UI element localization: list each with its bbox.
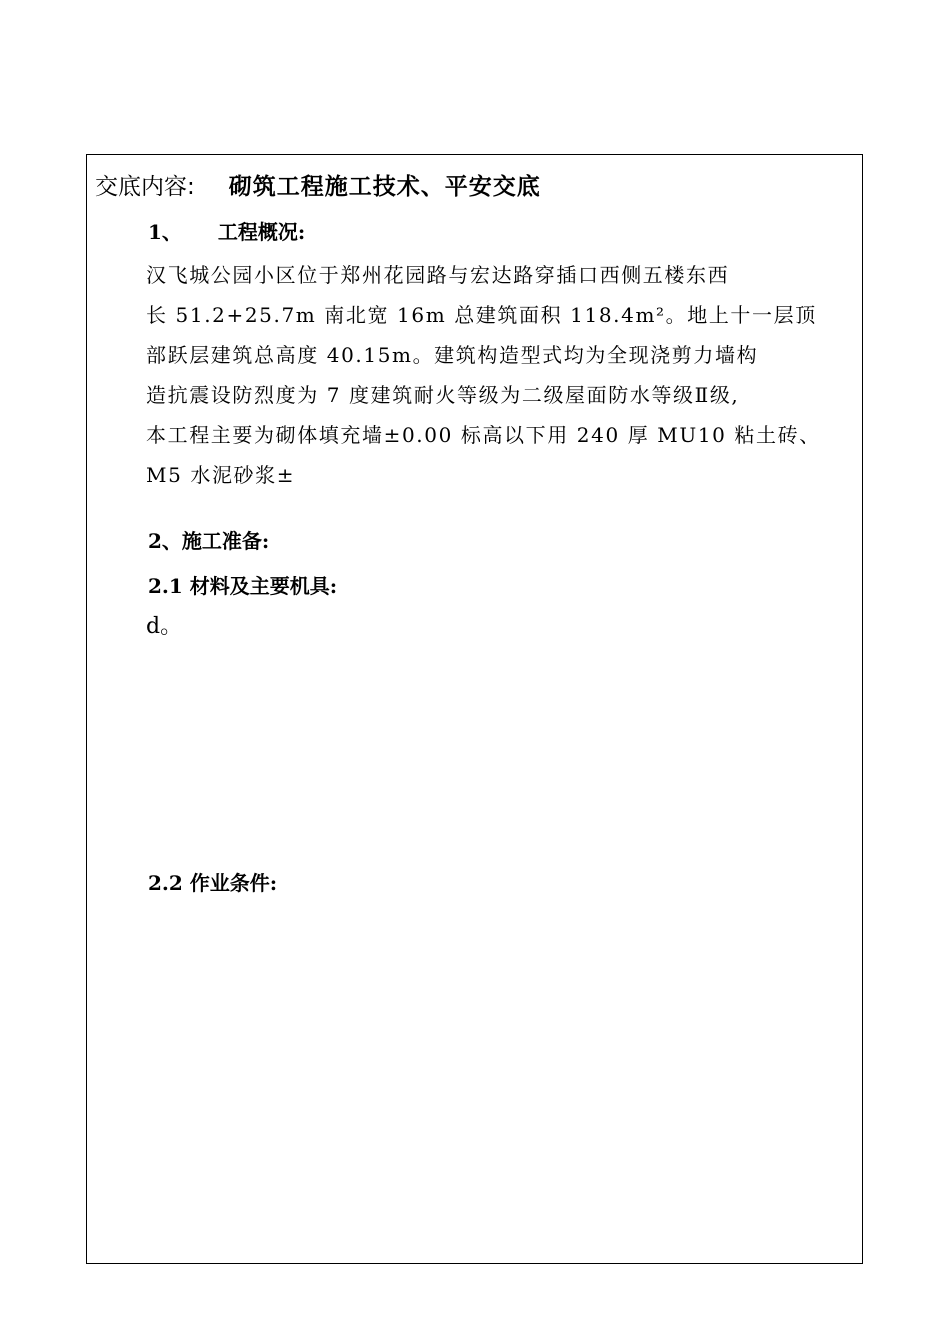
header-line	[95, 170, 541, 204]
section-2-heading: 2、施工准备:	[148, 529, 270, 553]
section-1-heading	[148, 218, 305, 246]
overview-line: 本工程主要为砌体填充墙±0.00 标高以下用 240 厚 MU10 粘土砖、	[146, 423, 821, 447]
overview-line: 部跃层建筑总高度 40.15m。建筑构造型式均为全现浇剪力墙构	[146, 343, 759, 367]
overview-line: 造抗震设防烈度为 7 度建筑耐火等级为二级屋面防水等级Ⅱ级,	[146, 383, 740, 407]
overview-line: M5 水泥砂浆±	[146, 463, 296, 487]
section-1-title: 工程概况:	[217, 220, 306, 244]
header-label: 交底内容:	[95, 174, 195, 200]
section-1-number: 1、	[148, 220, 182, 244]
overview-paragraph	[146, 255, 862, 495]
overview-line: 长 51.2+25.7m 南北宽 16m 总建筑面积 118.4m²。地上十一层顶	[146, 303, 817, 327]
section-2-1-heading: 2.1 材料及主要机具:	[148, 574, 338, 598]
section-2-2-heading: 2.2 作业条件:	[148, 871, 278, 895]
document-title: 砌筑工程施工技术、平安交底	[228, 173, 541, 200]
section-2-1-note: d。	[146, 614, 183, 639]
overview-line: 汉飞城公园小区位于郑州花园路与宏达路穿插口西侧五楼东西	[146, 263, 730, 287]
